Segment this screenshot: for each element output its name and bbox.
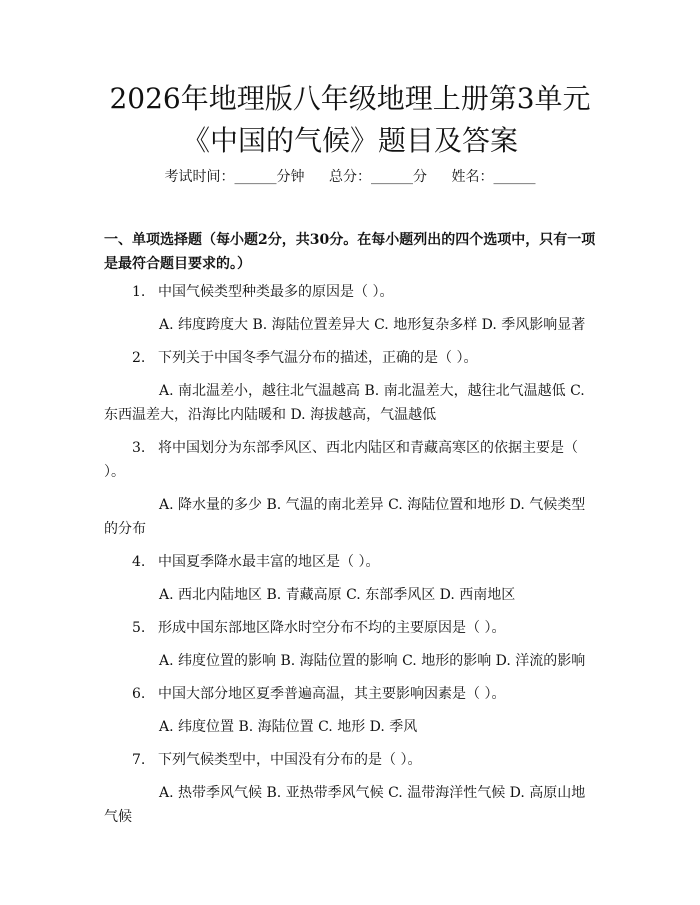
question-number: 2. <box>132 350 146 366</box>
question-text: 中国大部分地区夏季普遍高温，其主要影响因素是（ ）。 <box>158 686 506 702</box>
question-options: A. 南北温差小，越往北气温越高 B. 南北温差大，越往北气温越低 C. 东西温差大，沿海比内陆暖和 D. 海拔越高，气温越低 <box>104 383 585 423</box>
question-options: A. 纬度位置的影响 B. 海陆位置的影响 C. 地形的影响 D. 洋流的影响 <box>159 653 586 669</box>
question-number: 5. <box>132 620 146 636</box>
question-item <box>104 280 596 337</box>
question-number: 1. <box>132 284 146 300</box>
question-options: A. 热带季风气候 B. 亚热带季风气候 C. 温带海洋性气候 D. 高原山地气候 <box>104 785 586 825</box>
section-heading: 一、单项选择题（每小题2分，共30分。在每小题列出的四个选项中，只有一项是最符合题目要求的。） <box>104 232 596 272</box>
question-options: A. 西北内陆地区 B. 青藏高原 C. 东部季风区 D. 西南地区 <box>159 587 516 603</box>
question-list <box>104 280 596 838</box>
question-text: 将中国划分为东部季风区、西北内陆区和青藏高寒区的依据主要是（ ）。 <box>104 440 578 480</box>
question-number: 6. <box>132 686 146 702</box>
question-item <box>104 550 596 607</box>
question-number: 4. <box>132 554 146 570</box>
question-item <box>104 616 596 673</box>
question-options: A. 降水量的多少 B. 气温的南北差异 C. 海陆位置和地形 D. 气候类型的分布 <box>104 497 586 537</box>
question-item <box>104 346 596 427</box>
question-stem <box>104 280 596 304</box>
student-name-field: 姓名：______ <box>451 169 536 185</box>
total-score-field: 总分：______分 <box>329 169 427 185</box>
question-item <box>104 436 596 541</box>
question-text: 形成中国东部地区降水时空分布不均的主要原因是（ ）。 <box>158 620 506 636</box>
question-text: 下列关于中国冬季气温分布的描述，正确的是（ ）。 <box>158 350 478 366</box>
exam-time-field: 考试时间：______分钟 <box>164 169 305 185</box>
question-options: A. 纬度位置 B. 海陆位置 C. 地形 D. 季风 <box>159 719 418 735</box>
question-stem <box>104 346 596 370</box>
exam-info <box>0 166 700 188</box>
question-number: 3. <box>132 440 146 456</box>
question-number: 7. <box>132 752 146 768</box>
question-stem <box>104 682 596 706</box>
question-text: 中国夏季降水最丰富的地区是（ ）。 <box>158 554 380 570</box>
question-item <box>104 682 596 739</box>
question-text: 下列气候类型中，中国没有分布的是（ ）。 <box>158 752 422 768</box>
question-stem <box>104 748 596 772</box>
question-text: 中国气候类型种类最多的原因是（ ）。 <box>158 284 394 300</box>
question-item <box>104 748 596 829</box>
question-stem <box>104 550 596 574</box>
question-options: A. 纬度跨度大 B. 海陆位置差异大 C. 地形复杂多样 D. 季风影响显著 <box>159 317 586 333</box>
question-stem <box>104 616 596 640</box>
document-title: 2026年地理版八年级地理上册第3单元《中国的气候》题目及答案 <box>109 82 591 157</box>
question-stem <box>104 436 596 484</box>
